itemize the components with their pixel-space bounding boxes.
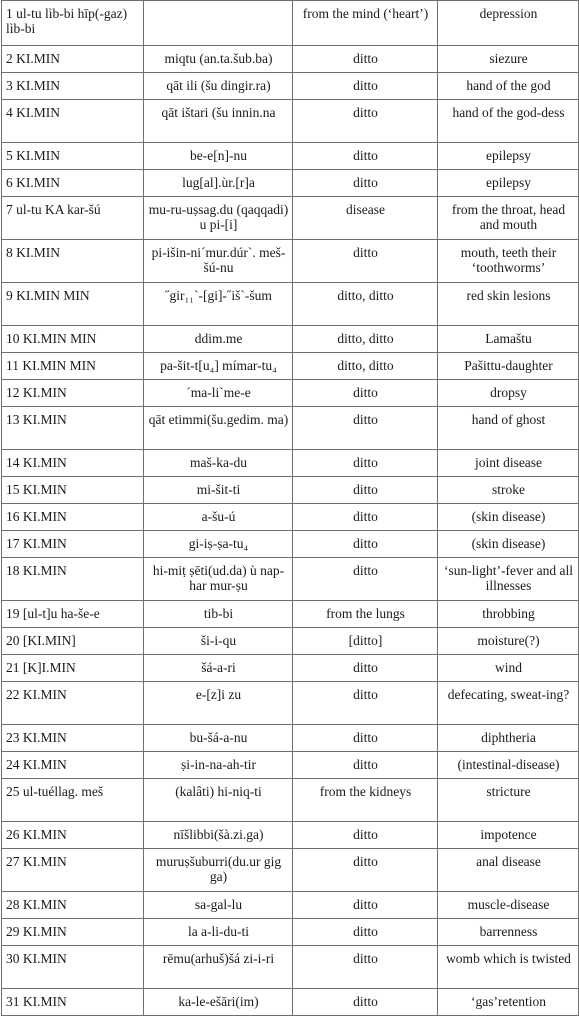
table-row (2, 682, 579, 725)
table-row (2, 601, 579, 628)
source-cell: ditto, ditto (293, 283, 438, 326)
akkadian-term-cell: lug[al].ùr.[r]a (144, 170, 293, 197)
line-label-cell: 12 KI.MIN (2, 380, 144, 407)
source-cell: ditto (293, 849, 438, 892)
table-row (2, 822, 579, 849)
akkadian-term-cell: gi-iṣ-ṣa-tu₄ (144, 531, 293, 558)
translation-cell: ‘gas’retention (438, 989, 579, 1016)
line-label-cell: 16 KI.MIN (2, 504, 144, 531)
translation-cell: dropsy (438, 380, 579, 407)
translation-cell: (skin disease) (438, 531, 579, 558)
table-row (2, 504, 579, 531)
akkadian-term-cell: bu-šá-a-nu (144, 725, 293, 752)
table-row (2, 919, 579, 946)
table-row (2, 240, 579, 283)
translation-cell: red skin lesions (438, 283, 579, 326)
line-label-cell: 8 KI.MIN (2, 240, 144, 283)
translation-cell: stricture (438, 779, 579, 822)
akkadian-term-cell: nīšlibbi(šà.zi.ga) (144, 822, 293, 849)
source-cell: ditto (293, 725, 438, 752)
table-row (2, 989, 579, 1016)
akkadian-term-cell: e-[z]i zu (144, 682, 293, 725)
source-cell: from the kidneys (293, 779, 438, 822)
table-row (2, 100, 579, 143)
line-label-cell: 27 KI.MIN (2, 849, 144, 892)
translation-cell: depression (438, 1, 579, 46)
akkadian-term-cell: mi-šit-ti (144, 477, 293, 504)
source-cell: ditto (293, 380, 438, 407)
source-cell: disease (293, 197, 438, 240)
table-row (2, 558, 579, 601)
table-row (2, 46, 579, 73)
translation-cell: wind (438, 655, 579, 682)
line-label-cell: 17 KI.MIN (2, 531, 144, 558)
akkadian-term-cell: ˝gir₁₁`-[gi]-˝iš`-šum (144, 283, 293, 326)
table-row (2, 73, 579, 100)
line-label-cell: 21 [K]I.MIN (2, 655, 144, 682)
source-cell: ditto (293, 682, 438, 725)
translation-cell: (intestinal-disease) (438, 752, 579, 779)
akkadian-term-cell: ka-le-ešāri(im) (144, 989, 293, 1016)
translation-cell: womb which is twisted (438, 946, 579, 989)
translation-cell: stroke (438, 477, 579, 504)
table-row (2, 849, 579, 892)
akkadian-term-cell: ši-i-qu (144, 628, 293, 655)
table-row (2, 380, 579, 407)
akkadian-term-cell: a-šu-ú (144, 504, 293, 531)
translation-cell: moisture(?) (438, 628, 579, 655)
line-label-cell: 4 KI.MIN (2, 100, 144, 143)
table-row (2, 531, 579, 558)
line-label-cell: 2 KI.MIN (2, 46, 144, 73)
source-cell: from the mind (‘heart’) (293, 1, 438, 46)
source-cell: [ditto] (293, 628, 438, 655)
translation-cell: muscle-disease (438, 892, 579, 919)
line-label-cell: 5 KI.MIN (2, 143, 144, 170)
translation-cell: impotence (438, 822, 579, 849)
translation-cell: hand of the god-dess (438, 100, 579, 143)
line-label-cell: 20 [KI.MIN] (2, 628, 144, 655)
translation-cell: from the throat, head and mouth (438, 197, 579, 240)
source-cell: ditto (293, 46, 438, 73)
translation-cell: diphtheria (438, 725, 579, 752)
line-label-cell: 29 KI.MIN (2, 919, 144, 946)
translation-cell: epilepsy (438, 170, 579, 197)
source-cell: ditto (293, 100, 438, 143)
table-row (2, 892, 579, 919)
translation-cell: siezure (438, 46, 579, 73)
akkadian-term-cell: pi-išin-ni´mur.dúr`. meš-šú-nu (144, 240, 293, 283)
source-cell: ditto, ditto (293, 353, 438, 380)
line-label-cell: 7 ul-tu KA kar-šú (2, 197, 144, 240)
table-row (2, 477, 579, 504)
line-label-cell: 13 KI.MIN (2, 407, 144, 450)
line-label-cell: 15 KI.MIN (2, 477, 144, 504)
table-row (2, 450, 579, 477)
line-label-cell: 25 ul-tuéllag. meš (2, 779, 144, 822)
line-label-cell: 26 KI.MIN (2, 822, 144, 849)
table-row (2, 407, 579, 450)
source-cell: ditto (293, 143, 438, 170)
table-row (2, 779, 579, 822)
table-row (2, 628, 579, 655)
source-cell: ditto (293, 73, 438, 100)
akkadian-term-cell: mu-ru-uṣsag.du (qaqqadi) u pi-[i] (144, 197, 293, 240)
akkadian-term-cell: muruṣšuburri(du.ur gig ga) (144, 849, 293, 892)
table-row (2, 752, 579, 779)
translation-cell: defecating, sweat-ing? (438, 682, 579, 725)
disease-table-body (2, 1, 579, 1016)
line-label-cell: 10 KI.MIN MIN (2, 326, 144, 353)
akkadian-term-cell: la a-li-du-ti (144, 919, 293, 946)
line-label-cell: 3 KI.MIN (2, 73, 144, 100)
source-cell: ditto (293, 822, 438, 849)
source-cell: ditto (293, 477, 438, 504)
akkadian-term-cell: qāt ištari (šu innin.na (144, 100, 293, 143)
source-cell: ditto (293, 240, 438, 283)
akkadian-term-cell: sa-gal-lu (144, 892, 293, 919)
table-row (2, 725, 579, 752)
akkadian-term-cell: maš-ka-du (144, 450, 293, 477)
line-label-cell: 22 KI.MIN (2, 682, 144, 725)
source-cell: ditto (293, 170, 438, 197)
akkadian-term-cell: be-e[n]-nu (144, 143, 293, 170)
akkadian-term-cell: ´ma-li`me-e (144, 380, 293, 407)
disease-table (1, 0, 579, 1016)
source-cell: ditto (293, 450, 438, 477)
source-cell: from the lungs (293, 601, 438, 628)
line-label-cell: 9 KI.MIN MIN (2, 283, 144, 326)
akkadian-term-cell: hi-miṭ ṣēti(ud.da) ù nap-har mur-ṣu (144, 558, 293, 601)
source-cell: ditto, ditto (293, 326, 438, 353)
source-cell: ditto (293, 407, 438, 450)
akkadian-term-cell: pa-šit-t[u₄] mímar-tu₄ (144, 353, 293, 380)
line-label-cell: 14 KI.MIN (2, 450, 144, 477)
table-row (2, 353, 579, 380)
translation-cell: mouth, teeth their ‘toothworms’ (438, 240, 579, 283)
line-label-cell: 23 KI.MIN (2, 725, 144, 752)
translation-cell: barrenness (438, 919, 579, 946)
translation-cell: throbbing (438, 601, 579, 628)
akkadian-term-cell: rēmu(arhuš)šá zi-i-ri (144, 946, 293, 989)
source-cell: ditto (293, 946, 438, 989)
line-label-cell: 19 [ul-t]u ha-še-e (2, 601, 144, 628)
translation-cell: Lamaštu (438, 326, 579, 353)
akkadian-term-cell: tib-bi (144, 601, 293, 628)
translation-cell: epilepsy (438, 143, 579, 170)
akkadian-term-cell: ddim.me (144, 326, 293, 353)
source-cell: ditto (293, 892, 438, 919)
table-row (2, 197, 579, 240)
table-row (2, 326, 579, 353)
translation-cell: ‘sun-light’-fever and all illnesses (438, 558, 579, 601)
source-cell: ditto (293, 655, 438, 682)
table-row (2, 655, 579, 682)
source-cell: ditto (293, 504, 438, 531)
akkadian-term-cell: ṣi-in-na-ah-tir (144, 752, 293, 779)
source-cell: ditto (293, 989, 438, 1016)
line-label-cell: 31 KI.MIN (2, 989, 144, 1016)
translation-cell: Pašittu-daughter (438, 353, 579, 380)
table-row (2, 283, 579, 326)
line-label-cell: 24 KI.MIN (2, 752, 144, 779)
translation-cell: hand of the god (438, 73, 579, 100)
akkadian-term-cell (144, 1, 293, 46)
translation-cell: hand of ghost (438, 407, 579, 450)
akkadian-term-cell: (kalâti) hi-niq-ti (144, 779, 293, 822)
source-cell: ditto (293, 531, 438, 558)
line-label-cell: 1 ul-tu lìb-bi hīp(-gaz) lìb-bi (2, 1, 144, 46)
source-cell: ditto (293, 558, 438, 601)
translation-cell: (skin disease) (438, 504, 579, 531)
akkadian-term-cell: qāt ili (šu dingir.ra) (144, 73, 293, 100)
line-label-cell: 30 KI.MIN (2, 946, 144, 989)
table-row (2, 170, 579, 197)
table-row (2, 1, 579, 46)
source-cell: ditto (293, 919, 438, 946)
line-label-cell: 6 KI.MIN (2, 170, 144, 197)
line-label-cell: 28 KI.MIN (2, 892, 144, 919)
table-row (2, 143, 579, 170)
table-row (2, 946, 579, 989)
line-label-cell: 18 KI.MIN (2, 558, 144, 601)
akkadian-term-cell: šá-a-ri (144, 655, 293, 682)
akkadian-term-cell: qāt etimmi(šu.gedim. ma) (144, 407, 293, 450)
translation-cell: anal disease (438, 849, 579, 892)
akkadian-term-cell: miqtu (an.ta.šub.ba) (144, 46, 293, 73)
source-cell: ditto (293, 752, 438, 779)
translation-cell: joint disease (438, 450, 579, 477)
line-label-cell: 11 KI.MIN MIN (2, 353, 144, 380)
